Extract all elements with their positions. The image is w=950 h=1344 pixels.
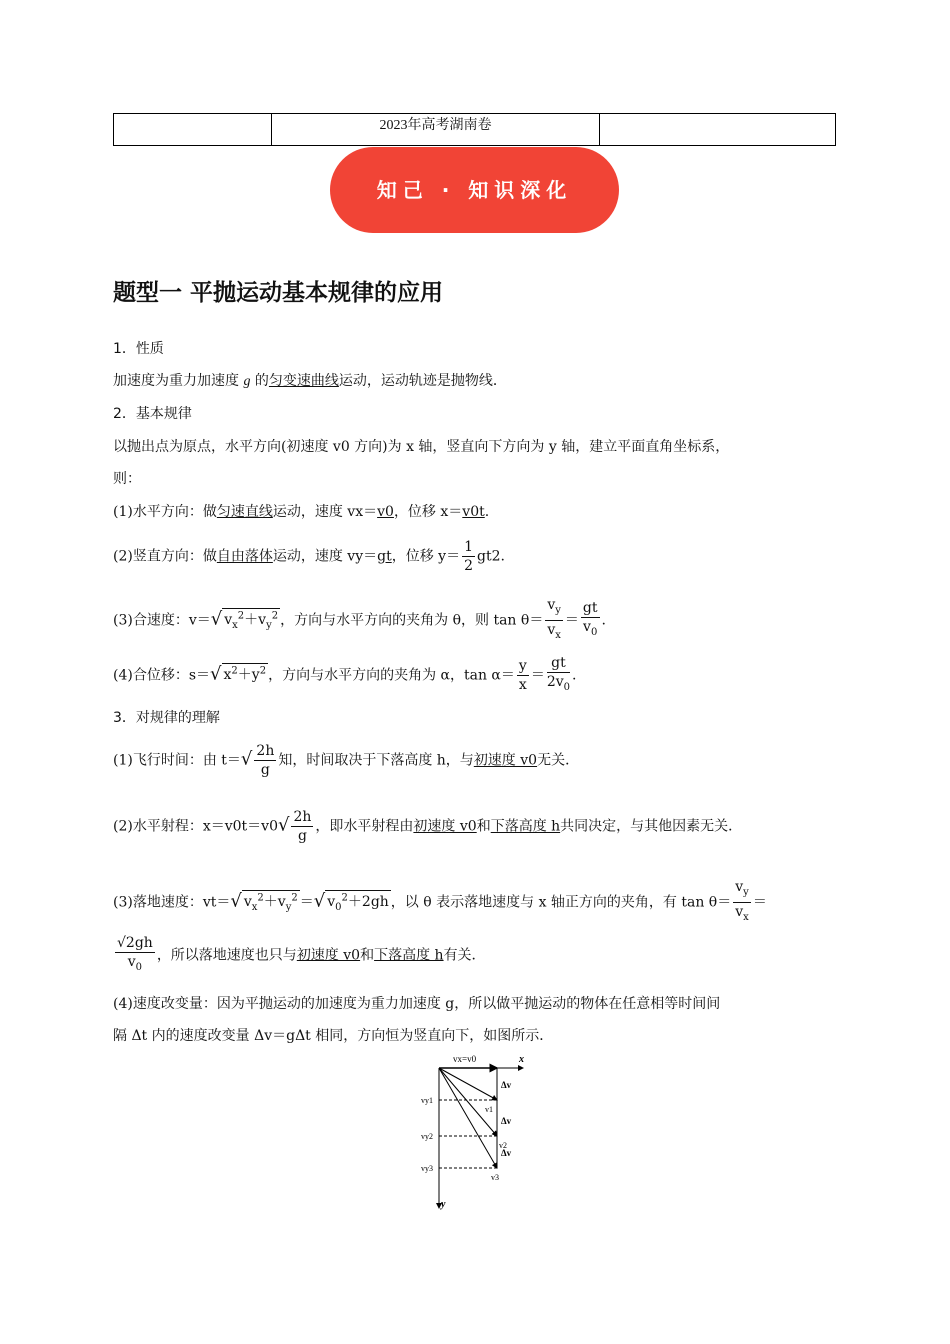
label-dv-3: Δv [501,1148,512,1158]
label-vy1: vy1 [421,1096,433,1105]
label-x: x [519,1054,524,1065]
fraction-vy-vx: $\frac{v_y}{v_x}$ [547,597,561,641]
label-dv-1: Δv [501,1080,512,1090]
understanding-velocity-change-1: (4)速度改变量：因为平抛运动的加速度为重力加速度 g，所以做平抛运动的物体在任意相等时间间 [113,996,721,1012]
heading-basic-laws: 2．基本规律 [113,406,192,422]
fraction-gt-v0: $\frac{gt}{v_0}$ [582,599,598,638]
label-vy3: vy3 [421,1164,433,1173]
basic-laws-intro-2: 则： [113,471,141,487]
understanding-landing-velocity-cont: $\frac{√2gh}{v_0}$ ，所以落地速度也只与初速度 v0和下落高度 h有关． [113,934,486,977]
v1-vector [439,1068,497,1100]
fraction-gt-2v0: $\frac{gt}{2v_0}$ [546,655,571,693]
understanding-range: (2)水平射程：x＝v0t＝v0√ $\frac{2h}{g}$ ，即水平射程由初速度 v0和下落高度 h共同决定，与其他因素无关． [113,809,743,844]
header-cell-right [600,114,835,145]
header-cell-center: 2023年高考湖南卷 [272,114,600,145]
section-banner: 知己 · 知识深化 [330,147,619,233]
fraction-2h-g: $\frac{2h}{g}$ [256,743,275,778]
label-dv-2: Δv [501,1116,512,1126]
label-v2: v2 [499,1141,507,1150]
heading-understanding: 3．对规律的理解 [113,710,220,726]
understanding-velocity-change-2: 隔 Δt 内的速度改变量 Δv＝gΔt 相同，方向恒为竖直向下，如图所示． [113,1028,554,1044]
header-cell-left [114,114,272,145]
basic-laws-intro-1: 以抛出点为原点，水平方向(初速度 v0 方向)为 x 轴，竖直向下方向为 y 轴，建立平面直角坐标系， [113,439,730,455]
label-vx-v0: vx=v0 [453,1054,477,1064]
fraction-y-x: $\frac{y}{x}$ [518,657,527,693]
understanding-landing-velocity: (3)落地速度：vt＝√ $v_x^2+v_y^2$ ＝√ $v_0^2+2gh$ ，以 θ 表示落地速度与 x 轴正方向的夹角，有 tan θ＝ $\frac{v_y}{v_x}$ ＝ [113,878,767,927]
fraction-sqrt2gh-v0: $\frac{√2gh}{v_0}$ [117,935,153,973]
fraction-2h-g-2: $\frac{2h}{g}$ [293,809,312,844]
fraction-vy-vx-2: $\frac{v_y}{v_x}$ [735,879,749,923]
fraction-half: $\frac{1}{2}$ [464,539,473,574]
section-title: 题型一 平抛运动基本规律的应用 [113,280,444,306]
heading-properties: 1．性质 [113,341,164,357]
label-vy2: vy2 [421,1132,433,1141]
header-table [113,113,836,146]
properties-text: 加速度为重力加速度 g 的匀变速曲线运动，运动轨迹是抛物线． [113,373,507,389]
law-vertical: (2)竖直方向：做自由落体运动，速度 vy＝gt，位移 y＝ $\frac{1}{2}$ gt2. [113,539,505,574]
velocity-diagram [415,1050,535,1215]
label-v3: v3 [491,1173,499,1182]
law-horizontal: (1)水平方向：做匀速直线运动，速度 vx＝v0，位移 x＝v0t. [113,504,490,520]
label-v1: v1 [485,1105,493,1114]
understanding-flight-time: (1)飞行时间：由 t＝√ $\frac{2h}{g}$ 知，时间取决于下落高度 h，与初速度 v0无关． [113,743,580,778]
law-resultant-displacement: (4)合位移：s＝√ $x^2+y^2$ ，方向与水平方向的夹角为 α，tan α＝ $\frac{y}{x}$ ＝ $\frac{gt}{2v_0}$ . [113,654,576,697]
v3-vector [439,1068,497,1168]
label-y: y [441,1199,446,1210]
law-resultant-velocity: (3)合速度：v＝√ $v_x^2+v_y^2$ ，方向与水平方向的夹角为 θ，则 tan θ＝ $\frac{v_y}{v_x}$ ＝ $\frac{gt}{v_0}$ . [113,596,606,645]
v2-vector [439,1068,497,1136]
